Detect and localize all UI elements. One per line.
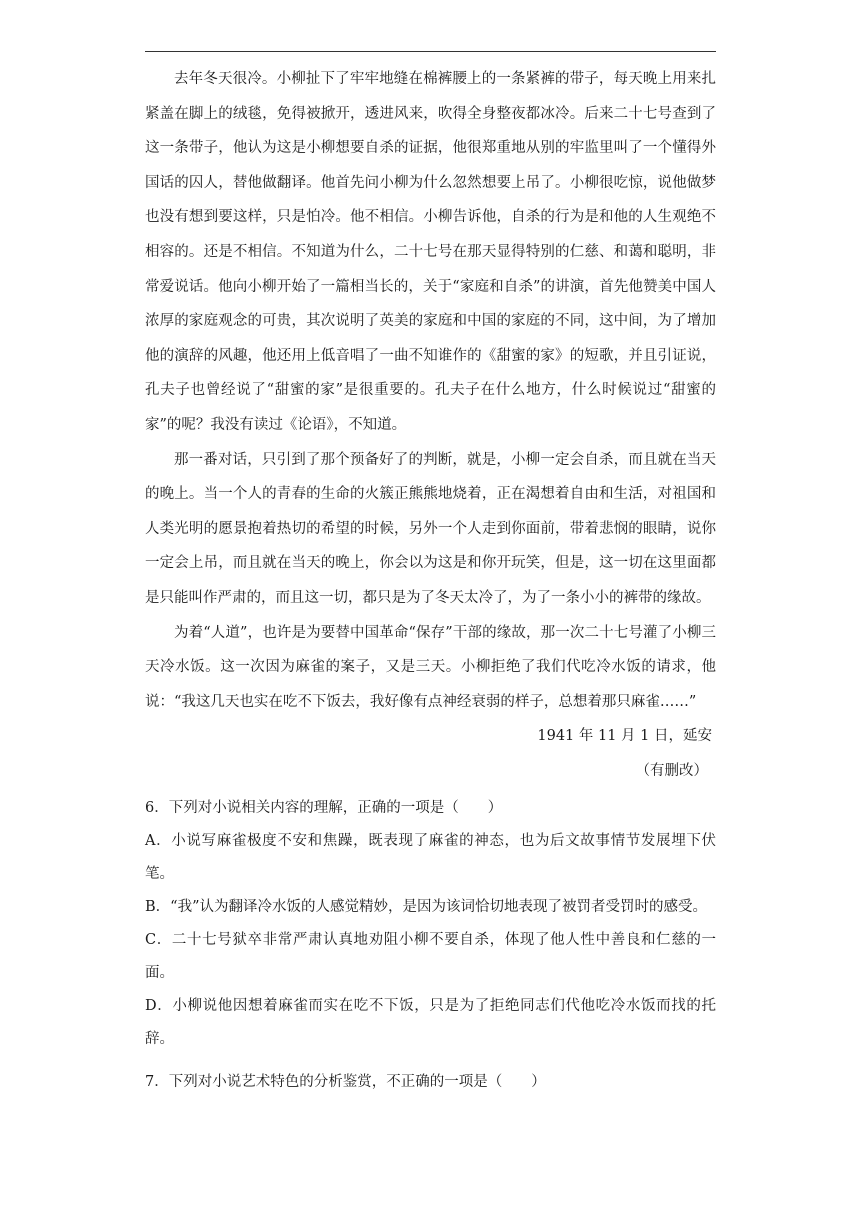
document-body [145,62,716,1099]
question-6-stem: 6．下列对小说相关内容的理解，正确的一项是（ ） [145,800,503,817]
question-7 [145,1066,716,1099]
question-6 [145,792,716,1056]
question-6-option-d: D．小柳说他因想着麻雀而实在吃不下饭，只是为了拒绝同志们代他吃冷水饭而找的托辞。 [145,998,716,1048]
question-6-option-c: C．二十七号狱卒非常严肃认真地劝阻小柳不要自杀，体现了他人性中善良和仁慈的一面。 [145,932,716,982]
header-rule [145,51,716,52]
passage-paragraph-1: 去年冬天很冷。小柳扯下了牢牢地缝在棉裤腰上的一条紧裤的带子，每天晚上用来扎紧盖在脚上的绒毯，免得被掀开，透进风来，吹得全身整夜都冰冷。后来二十七号查到了这一条带子，他认为这是小柳想要自杀的证据，他很郑重地从别的牢监里叫了一个懂得外国话的囚人，替他做翻译。他首先问小柳为什么忽然想要上吊了。小柳很吃惊，说他做梦也没有想到要这样，只是怕冷。他不相信。小柳告诉他，自杀的行为是和他的人生观绝不相容的。还是不相信。不知道为什么，二十七号在那天显得特别的仁慈、和蔼和聪明，非常爱说话。他向小柳开始了一篇相当长的，关于“家庭和自杀”的讲演，首先他赞美中国人浓厚的家庭观念的可贵，其次说明了英美的家庭和中国的家庭的不同，这中间，为了增加他的演辞的风趣，他还用上低音唱了一曲不知谁作的《甜蜜的家》的短歌，并且引证说，孔夫子也曾经说了“甜蜜的家”是很重要的。孔夫子在什么地方，什么时候说过“甜蜜的家”的呢？我没有读过《论语》，不知道。 [145,71,716,433]
question-7-stem: 7．下列对小说艺术特色的分析鉴赏，不正确的一项是（ ） [145,1074,546,1091]
date-line: 1941 年 11 月 1 日，延安 [537,728,712,745]
passage-paragraph-3: 为着“人道”，也许是为要替中国革命“保存”干部的缘故，那一次二十七号灌了小柳三天冷水饭。这一次因为麻雀的案子，又是三天。小柳拒绝了我们代吃冷水饭的请求，他说：“我这几天也实在吃不下饭去，我好像有点神经衰弱的样子，总想着那只麻雀……” [145,624,716,710]
question-6-option-b: B．“我”认为翻译冷水饭的人感觉精妙，是因为该词恰切地表现了被罚者受罚时的感受。 [145,899,707,916]
passage-paragraph-2: 那一番对话，只引到了那个预备好了的判断，就是，小柳一定会自杀，而且就在当天的晚上。当一个人的青春的生命的火簇正熊熊地烧着，正在渴想着自由和生活，对祖国和人类光明的愿景抱着热切的希望的时候，另外一个人走到你面前，带着悲悯的眼睛，说你一定会上吊，而且就在当天的晚上，你会以为这是和你开玩笑，但是，这一切在这里面都是只能叫作严肃的，而且这一切，都只是为了冬天太冷了，为了一条小小的裤带的缘故。 [145,451,716,606]
edit-note: （有删改） [635,762,708,779]
question-6-option-a: A．小说写麻雀极度不安和焦躁，既表现了麻雀的神态，也为后文故事情节发展埋下伏笔。 [145,833,716,883]
